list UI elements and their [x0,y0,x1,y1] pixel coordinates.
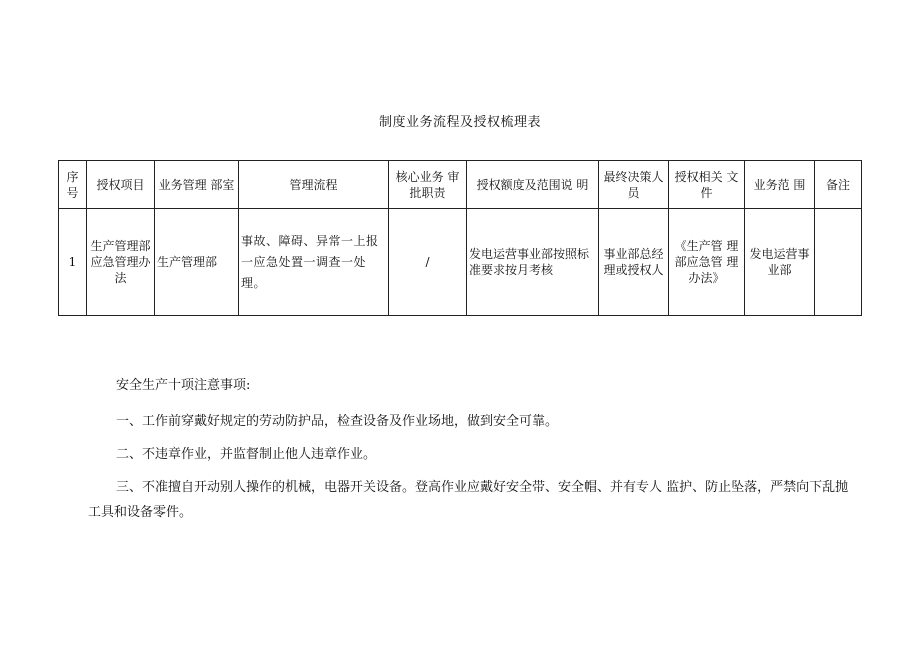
note-item-3: 三、不准擅自开动别人操作的机械，电器开关设备。登高作业应戴好安全带、安全帽、并有专人 监护、防止坠落，严禁向下乱抛工具和设备零件。 [88,480,849,520]
safety-notes [88,376,860,533]
document-title: 制度业务流程及授权梳理表 [378,115,541,130]
cell-decision: 事业部总经理或授权人 [599,209,669,316]
note-item-1: 一、工作前穿戴好规定的劳动防护品，检查设备及作业场地，做到安全可靠。 [116,414,559,429]
cell-dept: 生产管理部 [155,209,239,316]
header-item: 授权项目 [87,161,155,209]
cell-item: 生产管理部应急管理办法 [87,209,155,316]
cell-approver: / [389,209,467,316]
cell-process: 事故、障碍、异常一上报一应急处置一调查一处理。 [239,209,389,316]
header-scope: 授权额度及范围说 明 [467,161,599,209]
header-process: 管理流程 [239,161,389,209]
cell-docs: 《生产管 理部应急管 理办法》 [669,209,745,316]
header-remark: 备注 [815,161,862,209]
table-row [59,209,862,316]
table-header-row [59,161,862,209]
cell-scope: 发电运营事业部按照标准要求按月考核 [467,209,599,316]
cell-range: 发电运营事业部 [745,209,815,316]
header-decision: 最终决策人员 [599,161,669,209]
header-seq: 序号 [59,161,87,209]
header-approver: 核心业务 审批职责 [389,161,467,209]
cell-seq: 1 [59,209,87,316]
cell-remark [815,209,862,316]
authorization-table [58,160,862,316]
note-item-2: 二、不违章作业，并监督制止他人违章作业。 [116,447,377,462]
notes-heading: 安全生产十项注意事项: [116,378,251,393]
header-dept: 业务管理 部室 [155,161,239,209]
header-docs: 授权相关 文件 [669,161,745,209]
header-range: 业务范 围 [745,161,815,209]
